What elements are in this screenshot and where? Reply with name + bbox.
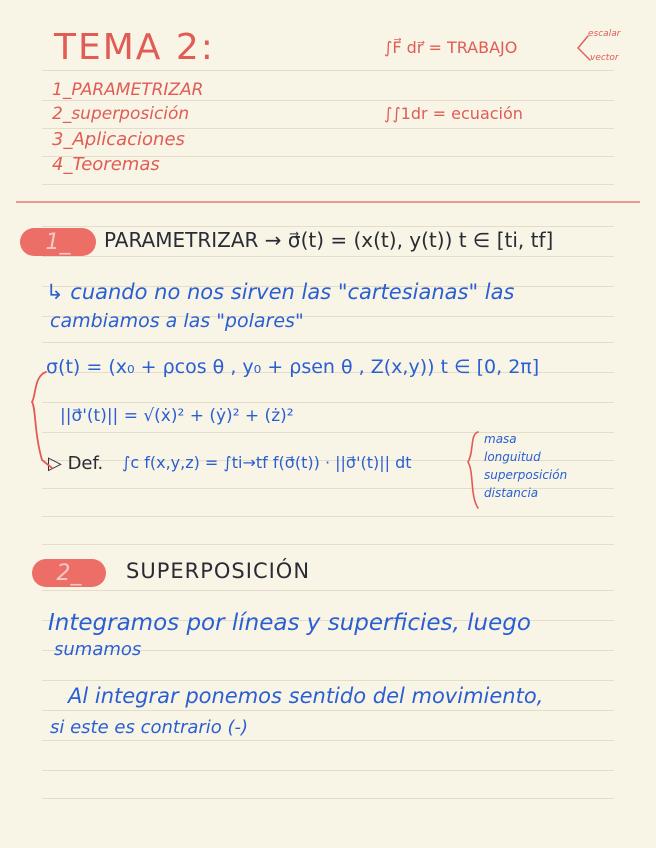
section2-line4: si este es contrario (-) [50,717,249,738]
work-formula: ∫F⃗ dr⃗ = TRABAJO [384,38,518,57]
application-item: masa [484,432,517,446]
page-title: TEMA 2: [54,27,215,68]
application-item: distancia [484,486,539,500]
applications-brace [468,432,478,508]
polar-parametrization: σ(t) = (x₀ + ρcos θ , y₀ + ρsen θ , Z(x,y)) t ∈ [0, 2π] [46,356,540,378]
work-brace [578,36,590,60]
section2-line3: Al integrar ponemos sentido del movimiento, [68,684,544,708]
polar-note-line2: cambiamos a las "polares" [50,310,304,332]
section-number-2: 2_ [32,559,106,587]
section2-line2: sumamos [54,639,142,660]
application-item: longuitud [484,450,541,464]
equation-formula: ∫∫1dr = ecuación [384,104,523,123]
definition-label: ▷ Def. [48,453,104,474]
definition-formula: ∫c f(x,y,z) = ∫ti→tf f(σ⃗(t)) · ||σ⃗'(t)|| dt [122,453,412,472]
polar-brace [32,372,52,468]
polar-note-line1: ↳ cuando no nos sirven las "cartesianas" las [46,280,515,304]
section2-heading: SUPERPOSICIÓN [126,559,311,583]
section2-line1: Integramos por líneas y superficies, luego [48,610,531,636]
work-note-scalar: escalar [588,29,621,39]
application-item: superposición [484,468,568,482]
topic-item: 3_Aplicaciones [52,129,185,150]
section1-heading: PARAMETRIZAR → σ⃗(t) = (x(t), y(t)) t ∈ [ti, tf] [104,228,554,252]
topic-item: 4_Teoremas [52,154,160,175]
norm-formula: ||σ⃗'(t)|| = √(ẋ)² + (ẏ)² + (ż)² [60,406,294,426]
section-number-1: 1_ [20,228,96,256]
topic-item: 2_superposición [52,104,190,124]
work-note-vector: vector [590,53,619,63]
topic-item: 1_PARAMETRIZAR [52,80,204,100]
